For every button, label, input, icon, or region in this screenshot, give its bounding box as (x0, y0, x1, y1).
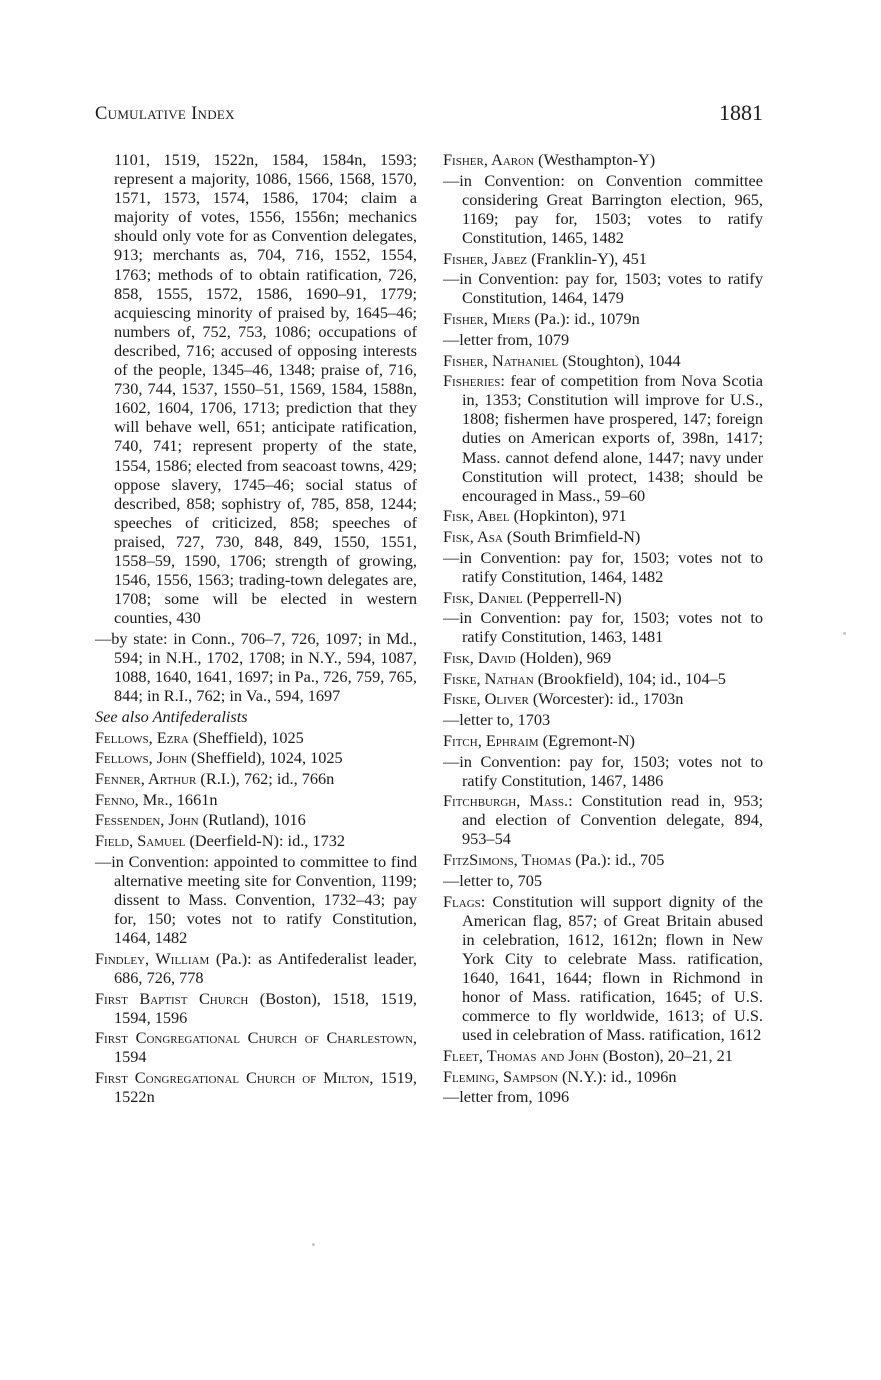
entry-text: —letter from, 1079 (443, 329, 570, 349)
entry-headword: Fiske, Nathan (443, 668, 534, 688)
entry-text: : Constitution read in, 953; and election of Convention delegate, 894, 953–54 (462, 791, 764, 849)
entry-headword: Fellows, John (95, 748, 187, 768)
index-entry (443, 648, 763, 667)
index-entry (95, 790, 417, 809)
scan-speck (843, 632, 846, 635)
entry-headword: First Baptist Church (95, 988, 249, 1008)
entry-text: (Pa.): id., 1079n (530, 309, 640, 329)
entry-headword: Fessenden, John (95, 810, 199, 830)
index-column-right (443, 150, 763, 1108)
entry-headword: Fenner, Arthur (95, 768, 197, 788)
entry-text: —letter to, 1703 (443, 710, 551, 730)
page-number: 1881 (719, 100, 763, 125)
entry-text: (Holden), 969 (515, 648, 612, 668)
entry-text: (Stoughton), 1044 (558, 350, 681, 370)
index-entry (443, 1046, 763, 1065)
entry-headword: Fisk, David (443, 648, 516, 668)
entry-headword: Fenno, Mr. (95, 789, 169, 809)
entry-text: —in Convention: pay for, 1503; votes not to ratify Constitution, 1463, 1481 (443, 608, 763, 647)
entry-headword: Fisk, Abel (443, 506, 510, 526)
entry-text: —in Convention: appointed to committee to find alternative meeting site for Convention, 1199; dissent to Mass. Convention, 1732–43; pay for, 150; votes not to ratify Constitution, 1464, 1482 (95, 851, 417, 948)
scan-speck (312, 1243, 315, 1246)
entry-headword: Fleet, Thomas and John (443, 1045, 599, 1065)
index-subentry (443, 752, 763, 790)
index-entry (443, 892, 763, 1045)
entry-headword: Fisher, Jabez (443, 248, 528, 268)
index-entry (443, 371, 763, 505)
index-entry (443, 1067, 763, 1086)
index-entry (95, 728, 417, 747)
entry-text: (Westhampton-Y) (534, 150, 656, 169)
index-entry (443, 689, 763, 708)
entry-text: (Pa.): as Antifederalist leader, 686, 726, 778 (114, 948, 417, 987)
index-entry (95, 1068, 417, 1106)
entry-text: , 1519, 1522n (114, 1068, 417, 1107)
index-entry (443, 249, 763, 268)
entry-headword: Fitch, Ephraim (443, 730, 539, 750)
running-head: Cumulative Index (95, 104, 235, 124)
entry-headword: Flags (443, 891, 481, 911)
index-subentry (443, 710, 763, 729)
entry-headword: Fisk, Daniel (443, 587, 523, 607)
entry-text: —in Convention: on Convention committee considering Great Barrington election, 965, 1169; pay for, 1503; votes to ratify Constitution, 1465, 1482 (443, 170, 763, 247)
entry-text: (R.I.), 762; id., 766n (196, 768, 335, 788)
index-entry (443, 309, 763, 328)
entry-text: (Worcester): id., 1703n (528, 689, 684, 709)
entry-text: (South Brimfield-N) (502, 527, 641, 547)
index-entry (443, 506, 763, 525)
entry-headword: Fisk, Asa (443, 527, 503, 547)
index-subentry (443, 608, 763, 646)
cross-reference (95, 707, 417, 726)
see-also-label: See also (95, 706, 149, 726)
index-subentry (443, 1087, 763, 1106)
index-subentry (443, 269, 763, 307)
entry-headword: Fisher, Nathaniel (443, 350, 559, 370)
entry-text: —in Convention: pay for, 1503; votes to ratify Constitution, 1464, 1479 (443, 269, 763, 308)
entry-text: 1101, 1519, 1522n, 1584, 1584n, 1593; represent a majority, 1086, 1566, 1568, 1570, 1571, 1573, 1574, 1586, 1704; claim a majority of votes, 1556, 1556n; mechanics should only vote for as Convention delegates, 913; merchants as, 704, 716, 1552, 1554, 1763; methods of to obtain ratification, 726, 858, 1555, 1572, 1586, 1690–91, 1779; acquiescing minority of praised by, 1645–46; numbers of, 752, 753, 1086; occupations of described, 716; accused of opposing interests of the people, 1345–46, 1348; praise of, 716, 730, 744, 1537, 1550–51, 1569, 1584, 1588n, 1602, 1604, 1706, 1713; prediction that they will behave well, 651; anticipate ratification, 740, 741; represent property of the state, 1554, 1586; elected from seacoast towns, 429; oppose slavery, 1745–46; social status of described, 858; sophistry of, 785, 858, 1244; speeches of criticized, 858; speeches of praised, 727, 730, 848, 849, 1550, 1551, 1558–59, 1590, 1706; strength of growing, 1546, 1556, 1563; trading-town delegates are, 1708; some will be elected in western counties, 430 (114, 150, 417, 628)
entry-text: Antifederalists (148, 706, 248, 726)
index-entry (95, 949, 417, 987)
entry-text: —in Convention: pay for, 1503; votes not to ratify Constitution, 1467, 1486 (443, 751, 763, 790)
entry-headword: Field, Samuel (95, 831, 186, 851)
entry-headword: Fellows, Ezra (95, 727, 189, 747)
entry-text: —by state: in Conn., 706–7, 726, 1097; in Md., 594; in N.H., 1702, 1708; in N.Y., 594, 1087, 1088, 1640, 1641, 1697; in Pa., 726, 759, 765, 844; in R.I., 762; in Va., 594, 1697 (95, 628, 417, 706)
index-entry (95, 989, 417, 1027)
entry-text: (Boston), 20–21, 21 (598, 1045, 733, 1065)
entry-text: (Sheffield), 1024, 1025 (186, 748, 343, 768)
entry-headword: First Congregational Church of Milton (95, 1068, 370, 1088)
entry-text: : Constitution will support dignity of the American flag, 857; of Great Britain abused in celebration, 1612, 1612n; flown in New York City to celebrate Mass. ratification, 1640, 1641, 1644; flown in Richmond in honor of Mass. ratification, 1645; of U.S. commerce to fly worldwide, 1613; of U.S. used in celebration of Mass. ratification, 1612 (462, 891, 763, 1045)
entry-text: (Sheffield), 1025 (188, 727, 304, 747)
entry-text: (Rutland), 1016 (198, 810, 306, 830)
entry-text: , 1661n (168, 789, 218, 809)
index-column-left (95, 150, 417, 1108)
entry-headword: FitzSimons, Thomas (443, 850, 572, 870)
entry-headword: First Congregational Church of Charlestown (95, 1028, 413, 1048)
index-entry (95, 748, 417, 767)
entry-headword: Fisheries (443, 371, 501, 391)
index-subentry (95, 629, 417, 705)
entry-text: (Boston), 1518, 1519, 1594, 1596 (114, 988, 417, 1027)
entry-text: (Franklin-Y), 451 (527, 248, 647, 268)
entry-text: : fear of competition from Nova Scotia in, 1353; Constitution will improve for U.S., 1808; fishermen have prospered, 147; foreign duties on American exports of, 398n, 1417; Mass. cannot defend alone, 1447; navy under Constitution will protect, 1438; should be encouraged in Mass., 59–60 (462, 371, 763, 505)
entry-headword: Fleming, Sampson (443, 1066, 558, 1086)
entry-headword: Fitchburgh, Mass. (443, 791, 569, 811)
entry-text: (Hopkinton), 971 (509, 506, 627, 526)
index-entry (443, 669, 763, 688)
index-entry (443, 791, 763, 848)
entry-headword: Findley, William (95, 948, 210, 968)
index-subentry (443, 171, 763, 247)
entry-text: , 1594 (114, 1028, 417, 1067)
index-entry (95, 1028, 417, 1066)
entry-text: (Deerfield-N): id., 1732 (185, 831, 345, 851)
index-entry (443, 588, 763, 607)
index-entry (95, 769, 417, 788)
index-entry (443, 731, 763, 750)
index-subentry (443, 548, 763, 586)
page-header (95, 100, 763, 134)
index-entry (443, 527, 763, 546)
entry-text: (N.Y.): id., 1096n (557, 1066, 677, 1086)
index-entry (443, 351, 763, 370)
index-entry (443, 850, 763, 869)
entry-headword: Fisher, Miers (443, 309, 531, 329)
entry-text: —letter from, 1096 (443, 1087, 570, 1107)
entry-headword: Fiske, Oliver (443, 689, 529, 709)
entry-text: —letter to, 705 (443, 870, 543, 890)
entry-text: (Brookfield), 104; id., 104–5 (533, 668, 726, 688)
index-subentry (443, 871, 763, 890)
entry-text: (Egremont-N) (538, 730, 635, 750)
index-subentry (95, 852, 417, 947)
index-subentry (443, 330, 763, 349)
entry-text: —in Convention: pay for, 1503; votes not to ratify Constitution, 1464, 1482 (443, 547, 763, 586)
index-entry-continuation (95, 150, 417, 627)
index-entry (95, 831, 417, 850)
entry-text: (Pepperrell-N) (522, 587, 622, 607)
index-entry (443, 150, 763, 169)
index-entry (95, 810, 417, 829)
entry-text: (Pa.): id., 705 (571, 850, 665, 870)
entry-headword: Fisher, Aaron (443, 150, 535, 169)
